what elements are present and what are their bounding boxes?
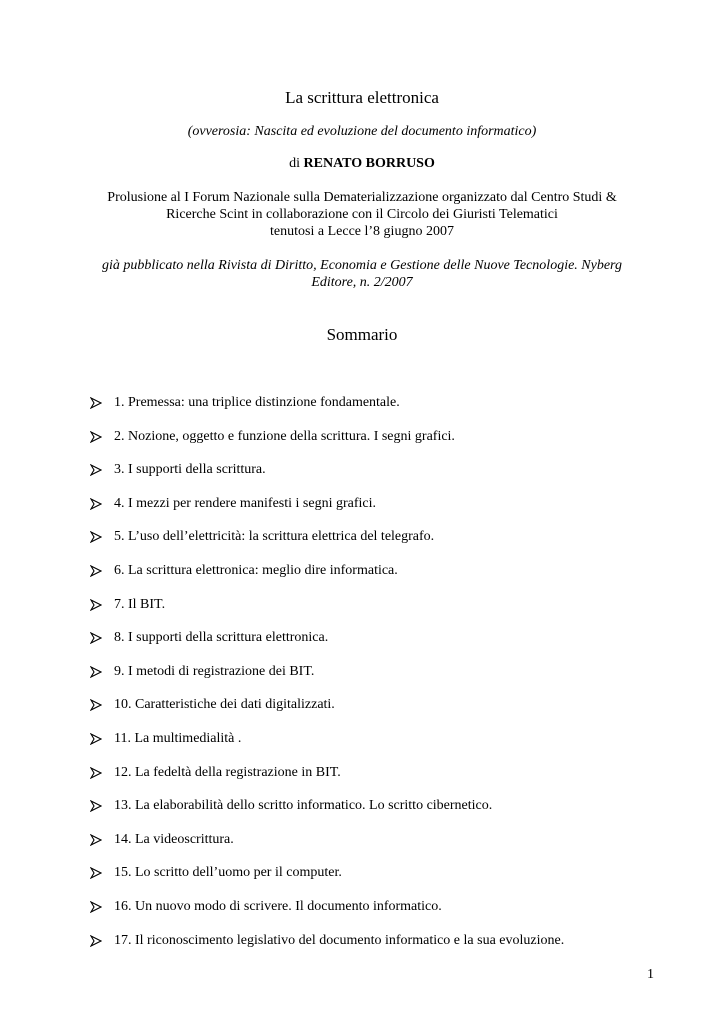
toc-item-label: 16. Un nuovo modo di scrivere. Il documento informatico. <box>114 898 442 914</box>
toc-item-label: 5. L’uso dell’elettricità: la scrittura elettrica del telegrafo. <box>114 529 435 545</box>
arrowhead-bullet-icon <box>90 699 102 711</box>
publication-note-line: Editore, n. 2/2007 <box>311 275 413 290</box>
arrowhead-bullet-icon <box>90 800 102 812</box>
toc-item-label: 13. La elaborabilità dello scritto informatico. Lo scritto cibernetico. <box>114 798 493 814</box>
toc-item <box>90 461 650 495</box>
arrowhead-bullet-icon <box>90 565 102 577</box>
toc-item-label: 8. I supporti della scrittura elettronica. <box>114 630 329 646</box>
toc-item <box>90 596 650 630</box>
toc-item-label: 7. Il BIT. <box>114 596 166 612</box>
arrowhead-bullet-icon <box>90 935 102 947</box>
toc-item <box>90 428 650 462</box>
toc-item-label: 1. Premessa: una triplice distinzione fondamentale. <box>114 395 400 410</box>
toc-item-label: 10. Caratteristiche dei dati digitalizzati. <box>114 697 335 713</box>
toc-item-label: 11. La multimedialità . <box>114 730 242 746</box>
arrowhead-bullet-icon <box>90 531 102 543</box>
toc-item-label: 17. Il riconoscimento legislativo del documento informatico e la sua evoluzione. <box>114 932 565 948</box>
toc-item-label: 12. La fedeltà della registrazione in BIT. <box>114 764 341 780</box>
toc-item-label: 3. I supporti della scrittura. <box>114 462 266 478</box>
arrowhead-bullet-icon <box>90 867 102 879</box>
toc-item-label: 14. La videoscrittura. <box>114 831 234 847</box>
toc-item-label: 9. I metodi di registrazione dei BIT. <box>114 663 315 679</box>
arrowhead-bullet-icon <box>90 666 102 678</box>
arrowhead-bullet-icon <box>90 733 102 745</box>
document-title: La scrittura elettronica <box>285 88 439 107</box>
toc-item-label: 6. La scrittura elettronica: meglio dire informatica. <box>114 562 398 578</box>
prolusione-line: Prolusione al I Forum Nazionale sulla Dematerializzazione organizzato dal Centro Studi & <box>107 190 617 205</box>
summary-heading: Sommario <box>326 325 398 344</box>
toc-item <box>90 663 650 697</box>
toc-item-label: 15. Lo scritto dell’uomo per il computer. <box>114 865 342 881</box>
arrowhead-bullet-icon <box>90 397 102 409</box>
publication-note <box>80 257 644 291</box>
toc-item <box>90 394 650 428</box>
author-prefix: di <box>289 156 301 171</box>
prolusione-paragraph <box>90 189 634 240</box>
toc-item <box>90 528 650 562</box>
toc-item <box>90 898 650 932</box>
author-line <box>0 155 724 173</box>
author-name: RENATO BORRUSO <box>303 156 435 171</box>
arrowhead-bullet-icon <box>90 632 102 644</box>
toc-item <box>90 831 650 865</box>
toc-item <box>90 764 650 798</box>
toc-item <box>90 730 650 764</box>
arrowhead-bullet-icon <box>90 901 102 913</box>
arrowhead-bullet-icon <box>90 767 102 779</box>
arrowhead-bullet-icon <box>90 431 102 443</box>
publication-note-line: già pubblicato nella Rivista di Diritto, Economia e Gestione delle Nuove Tecnologie. Nyberg <box>102 258 622 273</box>
toc-item <box>90 932 650 966</box>
arrowhead-bullet-icon <box>90 464 102 476</box>
table-of-contents <box>90 394 650 965</box>
toc-item-label: 4. I mezzi per rendere manifesti i segni grafici. <box>114 495 376 511</box>
toc-item <box>90 864 650 898</box>
arrowhead-bullet-icon <box>90 498 102 510</box>
toc-item <box>90 629 650 663</box>
page-number: 1 <box>647 967 654 982</box>
toc-item-label: 2. Nozione, oggetto e funzione della scrittura. I segni grafici. <box>114 428 455 444</box>
arrowhead-bullet-icon <box>90 834 102 846</box>
prolusione-line: Ricerche Scint in collaborazione con il Circolo dei Giuristi Telematici <box>166 207 558 222</box>
toc-item <box>90 797 650 831</box>
toc-item <box>90 696 650 730</box>
arrowhead-bullet-icon <box>90 599 102 611</box>
toc-item <box>90 562 650 596</box>
document-subtitle: (ovverosia: Nascita ed evoluzione del documento informatico) <box>187 124 537 139</box>
prolusione-line: tenutosi a Lecce l’8 giugno 2007 <box>270 224 454 239</box>
toc-item <box>90 495 650 529</box>
